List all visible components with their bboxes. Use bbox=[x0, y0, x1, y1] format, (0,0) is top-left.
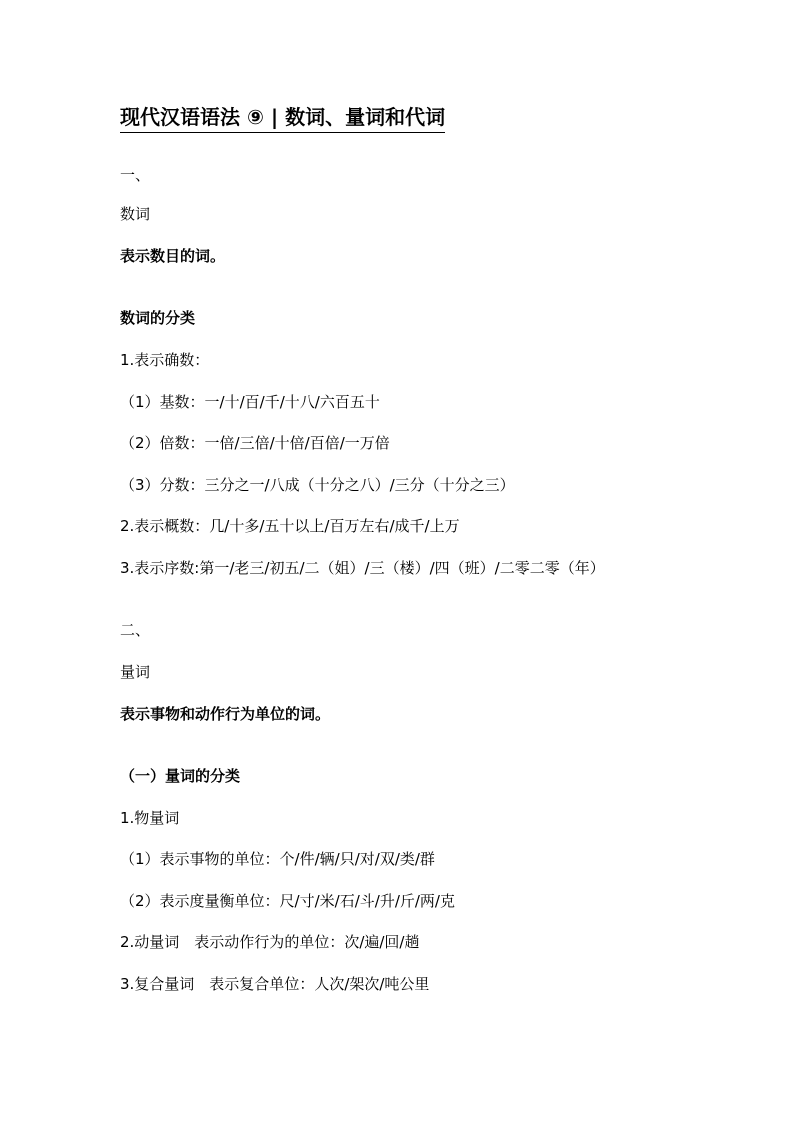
section-1-item: 1.表示确数： bbox=[120, 351, 210, 369]
section-2-item: 1.物量词 bbox=[120, 809, 180, 827]
section-1-number: 一、 bbox=[120, 166, 151, 184]
section-2-item: （2）表示度量衡单位：尺/寸/米/石/斗/升/斤/两/克 bbox=[120, 892, 455, 910]
section-2-item: 3.复合量词 表示复合单位：人次/架次/吨公里 bbox=[120, 975, 430, 993]
section-2-classification-title: （一）量词的分类 bbox=[120, 767, 241, 785]
section-1-item: 3.表示序数:第一/老三/初五/二（姐）/三（楼）/四（班）/二零二零（年） bbox=[120, 559, 605, 577]
section-1-definition: 表示数目的词。 bbox=[120, 247, 226, 265]
section-1-item: （2）倍数：一倍/三倍/十倍/百倍/一万倍 bbox=[120, 434, 390, 452]
section-2-item: 2.动量词 表示动作行为的单位：次/遍/回/趟 bbox=[120, 933, 420, 951]
section-1-heading: 数词 bbox=[120, 205, 151, 223]
section-2-number: 二、 bbox=[120, 621, 151, 639]
section-1-item: （3）分数：三分之一/八成（十分之八）/三分（十分之三） bbox=[120, 476, 515, 494]
page-title: 现代汉语语法 ⑨ | 数词、量词和代词 bbox=[120, 103, 445, 133]
section-1-item: 2.表示概数：几/十多/五十以上/百万左右/成千/上万 bbox=[120, 517, 460, 535]
section-2-definition: 表示事物和动作行为单位的词。 bbox=[120, 705, 331, 723]
section-1-classification-title: 数词的分类 bbox=[120, 309, 196, 327]
section-1-item: （1）基数：一/十/百/千/十八/六百五十 bbox=[120, 393, 380, 411]
section-2-heading: 量词 bbox=[120, 663, 151, 681]
section-2-item: （1）表示事物的单位：个/件/辆/只/对/双/类/群 bbox=[120, 850, 435, 868]
